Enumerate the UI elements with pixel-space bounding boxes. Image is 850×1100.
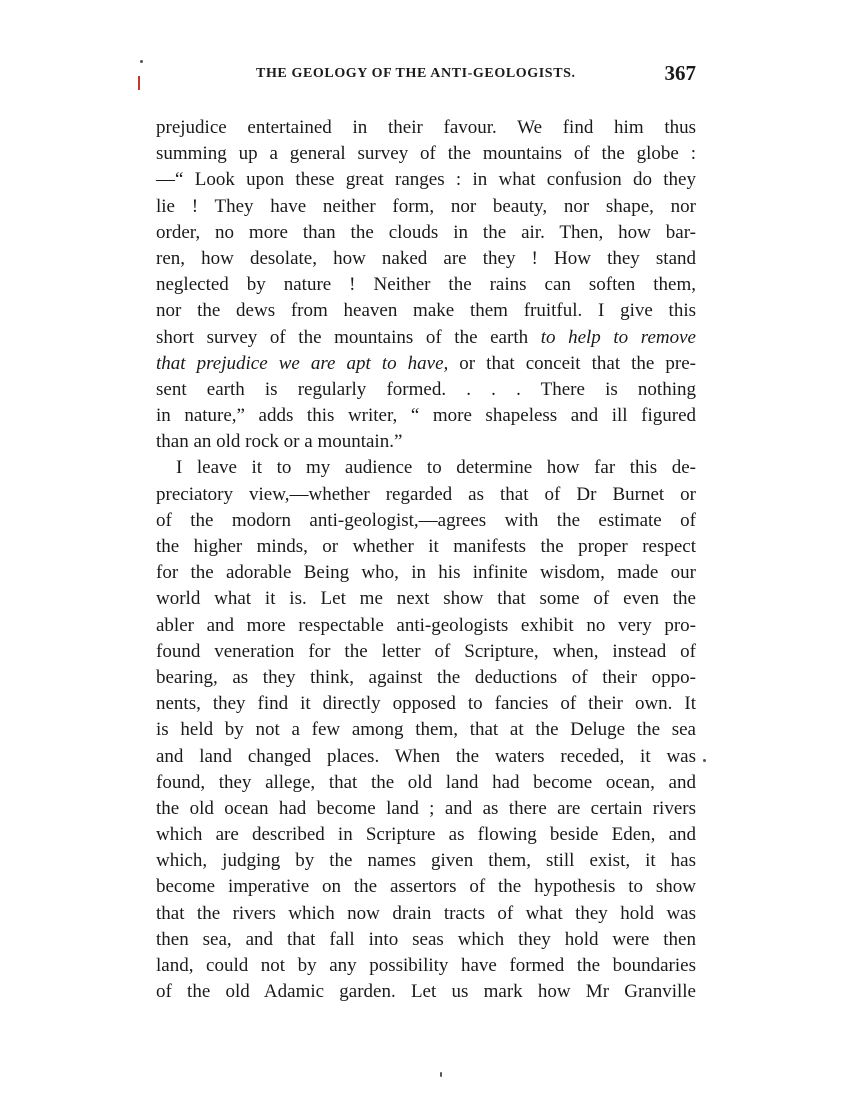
text-line [156, 351, 696, 377]
scan-speck [440, 1072, 442, 1077]
text-segment: short survey of the mountains of the earth [156, 326, 541, 348]
text-line: is held by not a few among them, that at the Deluge the sea [156, 719, 696, 741]
text-line [156, 325, 696, 351]
text-line: nents, they find it directly opposed to fancies of their own. It [156, 693, 696, 715]
text-line: neglected by nature ! Neither the rains can soften them, [156, 274, 696, 296]
page-number: 367 [664, 61, 696, 85]
text-line: prejudice entertained in their favour. We find him thus [156, 117, 696, 138]
text-line: —“ Look upon these great ranges : in what confusion do they [156, 169, 696, 191]
running-title: THE GEOLOGY OF THE ANTI-GEOLOGISTS. [256, 66, 576, 81]
text-line: found veneration for the letter of Scripture, when, instead of [156, 640, 696, 662]
scan-speck [140, 60, 143, 63]
text-line: preciatory view,—whether regarded as that of Dr Burnet or [156, 483, 696, 505]
text-line: bearing, as they think, against the deductions of their oppo- [156, 666, 696, 688]
text-line: which, judging by the names given them, still exist, it has [156, 850, 696, 872]
text-line: sent earth is regularly formed. . . . There is nothing [156, 378, 696, 400]
text-line: which are described in Scripture as flowing beside Eden, and [156, 824, 696, 846]
text-line: then sea, and that fall into seas which they hold were then [156, 928, 696, 950]
text-line: land, could not by any possibility have formed the boundaries [156, 955, 696, 976]
text-segment: or that conceit that the pre- [448, 352, 696, 374]
text-line: and land changed places. When the waters receded, it was [156, 745, 696, 767]
text-line: ren, how desolate, how naked are they ! How they stand [156, 247, 696, 269]
text-line: order, no more than the clouds in the air. Then, how bar- [156, 221, 696, 243]
margin-mark [138, 76, 140, 90]
text-line: world what it is. Let me next show that some of even the [156, 588, 696, 610]
text-line: found, they allege, that the old land had become ocean, and [156, 771, 696, 793]
text-line: the higher minds, or whether it manifests the proper respect [156, 536, 696, 557]
text-line: that the rivers which now drain tracts of what they hold was [156, 902, 696, 924]
text-line: the old ocean had become land ; and as there are certain rivers [156, 797, 696, 819]
paragraph-start-line: I leave it to my audience to determine how far this de- [176, 457, 696, 479]
text-line: of the old Adamic garden. Let us mark how Mr Granville [156, 981, 696, 1003]
text-line: lie ! They have neither form, nor beauty, nor shape, nor [156, 195, 696, 217]
text-line: for the adorable Being who, in his infinite wisdom, made our [156, 562, 696, 584]
italic-segment: that prejudice we are apt to have, [156, 352, 449, 374]
text-line: of the modorn anti-geologist,—agrees with the estimate of [156, 509, 696, 531]
italic-segment: to help to remove [540, 326, 696, 348]
text-line: in nature,” adds this writer, “ more shapeless and ill figured [156, 405, 696, 427]
paragraph-end-line: than an old rock or a mountain.” [156, 431, 403, 453]
scan-speck [703, 759, 706, 762]
body-text [156, 115, 696, 1005]
text-line: become imperative on the assertors of the hypothesis to show [156, 876, 696, 898]
text-line: summing up a general survey of the mountains of the globe : [156, 143, 696, 165]
text-line: nor the dews from heaven make them fruitful. I give this [156, 300, 696, 322]
running-header [256, 61, 696, 90]
text-line: abler and more respectable anti-geologists exhibit no very pro- [156, 614, 696, 636]
